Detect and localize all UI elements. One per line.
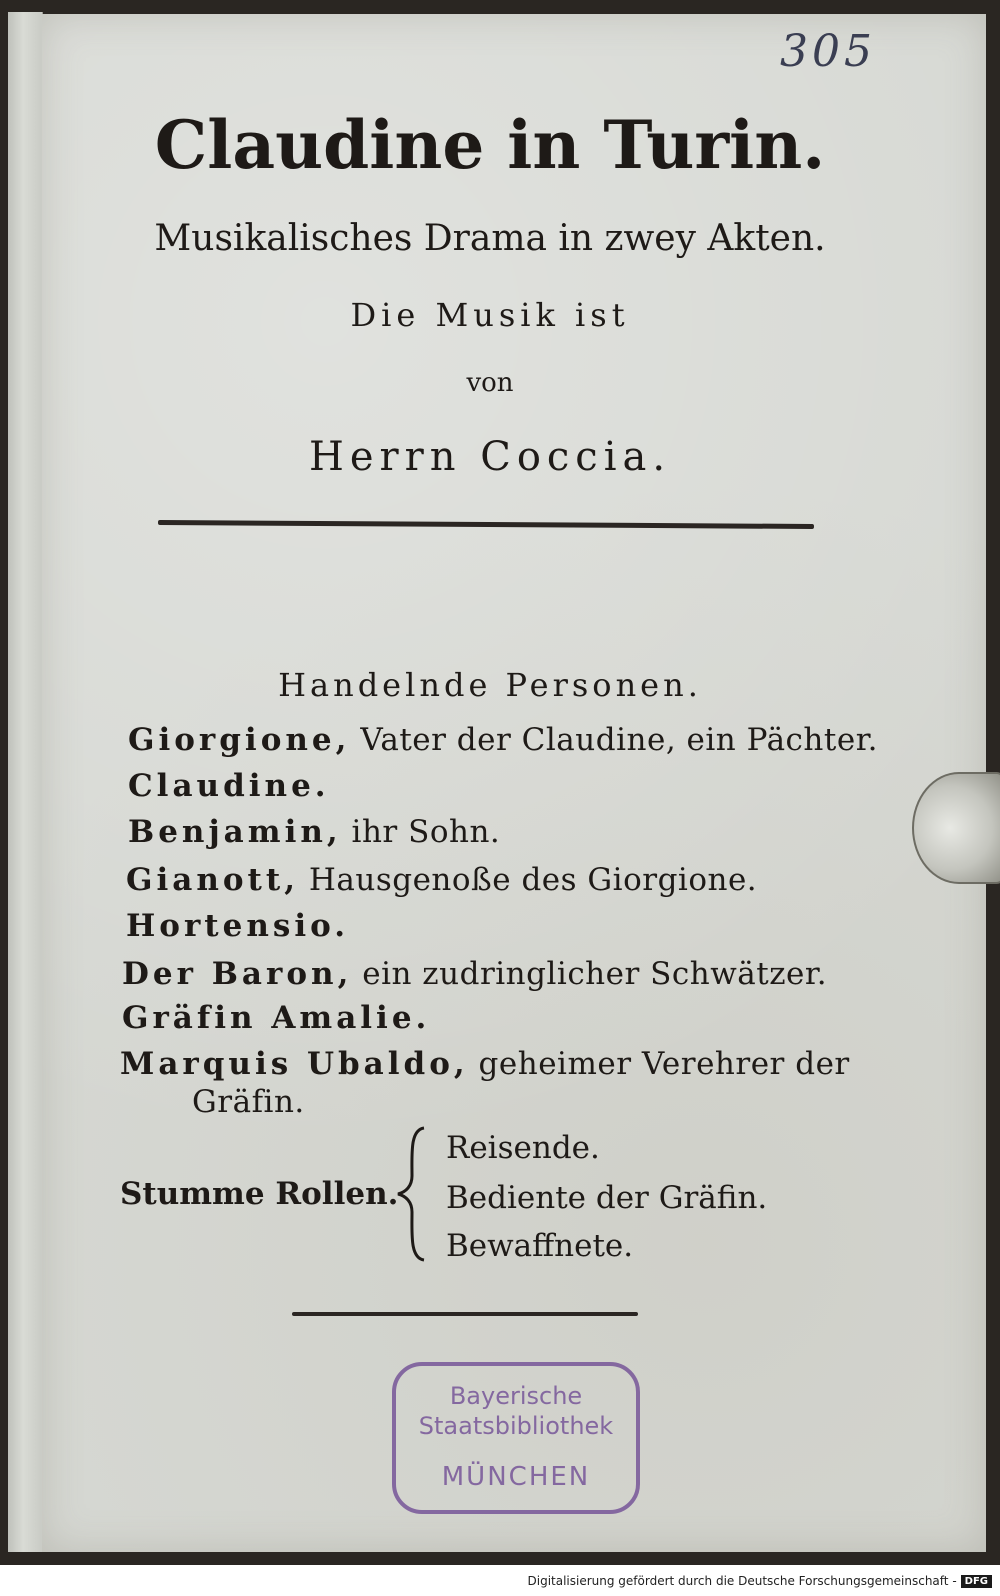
stamp-line: MÜNCHEN [441, 1462, 591, 1492]
role-gianott [126, 862, 757, 898]
mute-role-item: Bewaffnete. [446, 1228, 634, 1264]
divider-rule-bottom [292, 1312, 638, 1316]
role-name: Marquis Ubaldo, [120, 1046, 469, 1082]
subtitle: Musikalisches Drama in zwey Akten. [154, 218, 826, 259]
role-description: Hausgenoße des Giorgione. [308, 862, 758, 898]
role-claudine [128, 768, 330, 804]
stamp-line: Staatsbibliothek [418, 1412, 614, 1440]
role-marquis-ubaldo-continued [192, 1084, 305, 1120]
handwritten-page-number: 305 [780, 26, 876, 77]
role-name: Hortensio. [126, 908, 350, 944]
role-marquis-ubaldo [120, 1046, 850, 1082]
stamp-line: Bayerische [449, 1382, 583, 1410]
von-line: von [466, 368, 514, 398]
mute-roles-label: Stumme Rollen. [120, 1176, 399, 1212]
role-name: Der Baron, [122, 956, 353, 992]
role-description: ein zudringlicher Schwätzer. [362, 956, 828, 992]
role-graefin-amalie [122, 1000, 430, 1036]
role-benjamin [128, 814, 500, 850]
dfg-logo: DFG [961, 1575, 992, 1588]
role-description-continued: Gräfin. [192, 1084, 305, 1120]
role-hortensio [126, 908, 349, 944]
footer-credit [528, 1574, 993, 1588]
role-baron [122, 956, 827, 992]
role-name: Gianott, [126, 862, 299, 898]
binding-strip [8, 12, 43, 1552]
composer-line: Herrn Coccia. [308, 434, 672, 480]
role-description: ihr Sohn. [351, 814, 501, 850]
persons-heading: Handelnde Personen. [278, 666, 702, 704]
role-name: Giorgione, [128, 722, 351, 758]
role-name: Gräfin Amalie. [122, 1000, 431, 1036]
footer-text: Digitalisierung gefördert durch die Deutsche Forschungsgemeinschaft - [527, 1574, 957, 1588]
curly-brace [392, 1124, 432, 1264]
page-title: Claudine in Turin. [154, 106, 826, 184]
page-clip [912, 772, 1000, 884]
mute-role-item: Reisende. [446, 1130, 600, 1166]
role-name: Benjamin, [128, 814, 342, 850]
role-description: geheimer Verehrer der [478, 1046, 850, 1082]
music-line: Die Musik ist [350, 296, 630, 334]
mute-role-item: Bediente der Gräfin. [446, 1180, 768, 1216]
library-stamp [392, 1362, 640, 1514]
role-giorgione [128, 722, 878, 758]
role-name: Claudine. [128, 768, 330, 804]
role-description: Vater der Claudine, ein Pächter. [360, 722, 878, 758]
